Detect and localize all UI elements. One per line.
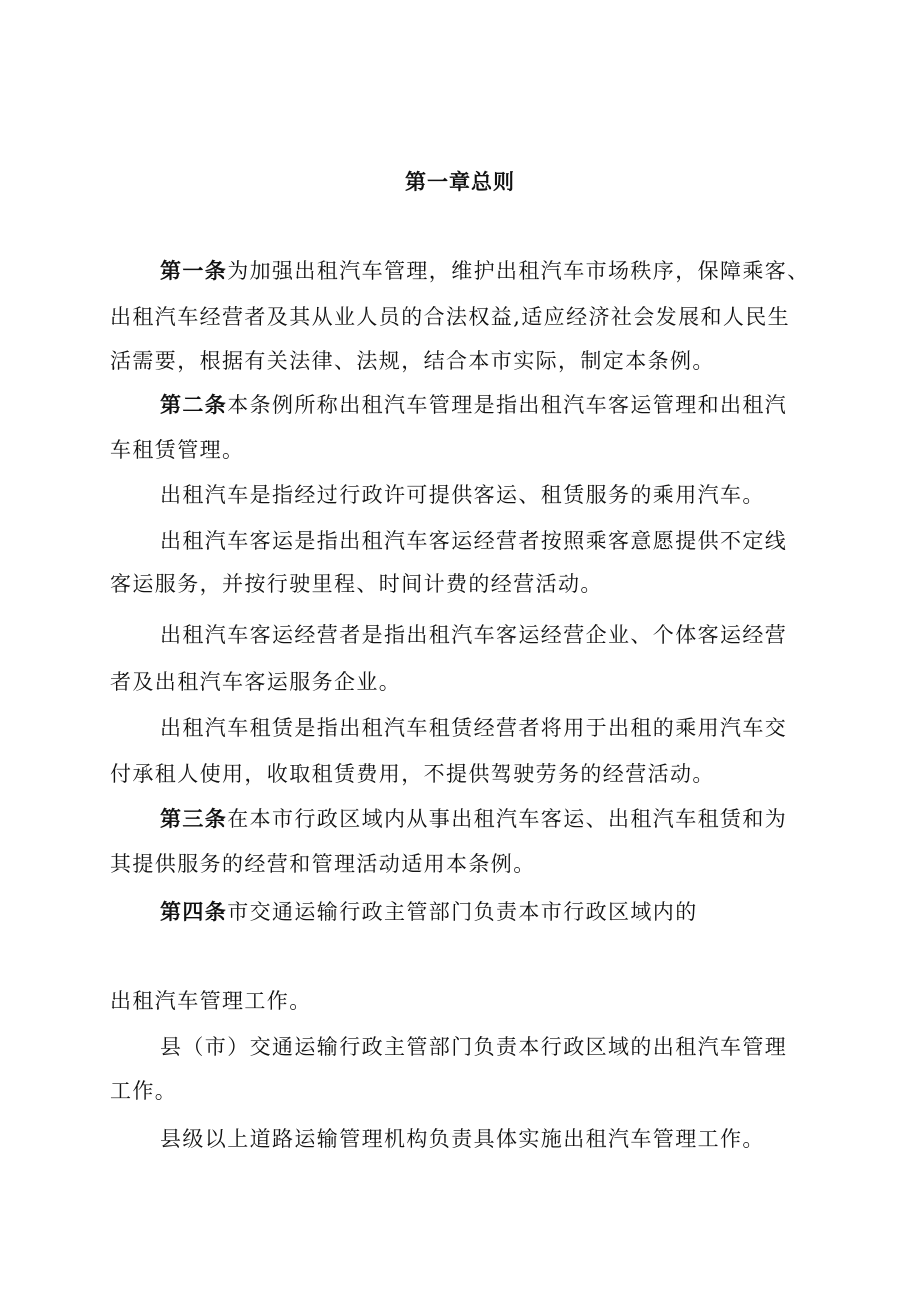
article-2-paragraph-5-line-2: 付承租人使用，收取租赁费用，不提供驾驶劳务的经营活动。	[110, 762, 715, 786]
article-4-label: 第四条	[160, 900, 228, 924]
article-4-line-1: 第四条市交通运输行政主管部门负责本市行政区域内的	[160, 900, 698, 924]
article-2-paragraph-2: 出租汽车是指经过行政许可提供客运、租赁服务的乘用汽车。	[160, 483, 765, 507]
article-2-line-1: 第二条本条例所称出租汽车管理是指出租汽车客运管理和出租汽	[160, 393, 788, 417]
article-1-label: 第一条	[160, 259, 228, 283]
article-2-label: 第二条	[160, 393, 228, 417]
article-2-paragraph-4-line-1: 出租汽车客运经营者是指出租汽车客运经营企业、个体客运经营	[160, 623, 788, 647]
article-4-paragraph-2-line-2: 工作。	[110, 1079, 178, 1103]
article-4-line-2: 出租汽车管理工作。	[110, 989, 312, 1013]
article-3-line-2: 其提供服务的经营和管理活动适用本条例。	[110, 852, 536, 876]
article-2-line-2: 车租赁管理。	[110, 438, 245, 462]
article-1-line-3: 活需要，根据有关法律、法规，结合本市实际，制定本条例。	[110, 349, 715, 373]
article-4-paragraph-3: 县级以上道路运输管理机构负责具体实施出租汽车管理工作。	[160, 1127, 765, 1151]
article-2-paragraph-3-line-2: 客运服务，并按行驶里程、时间计费的经营活动。	[110, 572, 603, 596]
article-3-label: 第三条	[160, 807, 228, 831]
article-4-paragraph-2-line-1: 县（市）交通运输行政主管部门负责本行政区域的出租汽车管理	[160, 1035, 788, 1059]
article-1-line-1: 第一条为加强出租汽车管理，维护出租汽车市场秩序，保障乘客、	[160, 259, 810, 283]
article-2-paragraph-4-line-2: 者及出租汽车客运服务企业。	[110, 670, 402, 694]
article-2-paragraph-3-line-1: 出租汽车客运是指出租汽车客运经营者按照乘客意愿提供不定线	[160, 529, 788, 553]
article-1-line-2: 出租汽车经营者及其从业人员的合法权益,适应经济社会发展和人民生	[110, 305, 791, 329]
article-2-paragraph-5-line-1: 出租汽车租赁是指出租汽车租赁经营者将用于出租的乘用汽车交	[160, 716, 788, 740]
chapter-title: 第一章总则	[405, 170, 515, 194]
article-3-line-1: 第三条在本市行政区域内从事出租汽车客运、出租汽车租赁和为	[160, 807, 788, 831]
